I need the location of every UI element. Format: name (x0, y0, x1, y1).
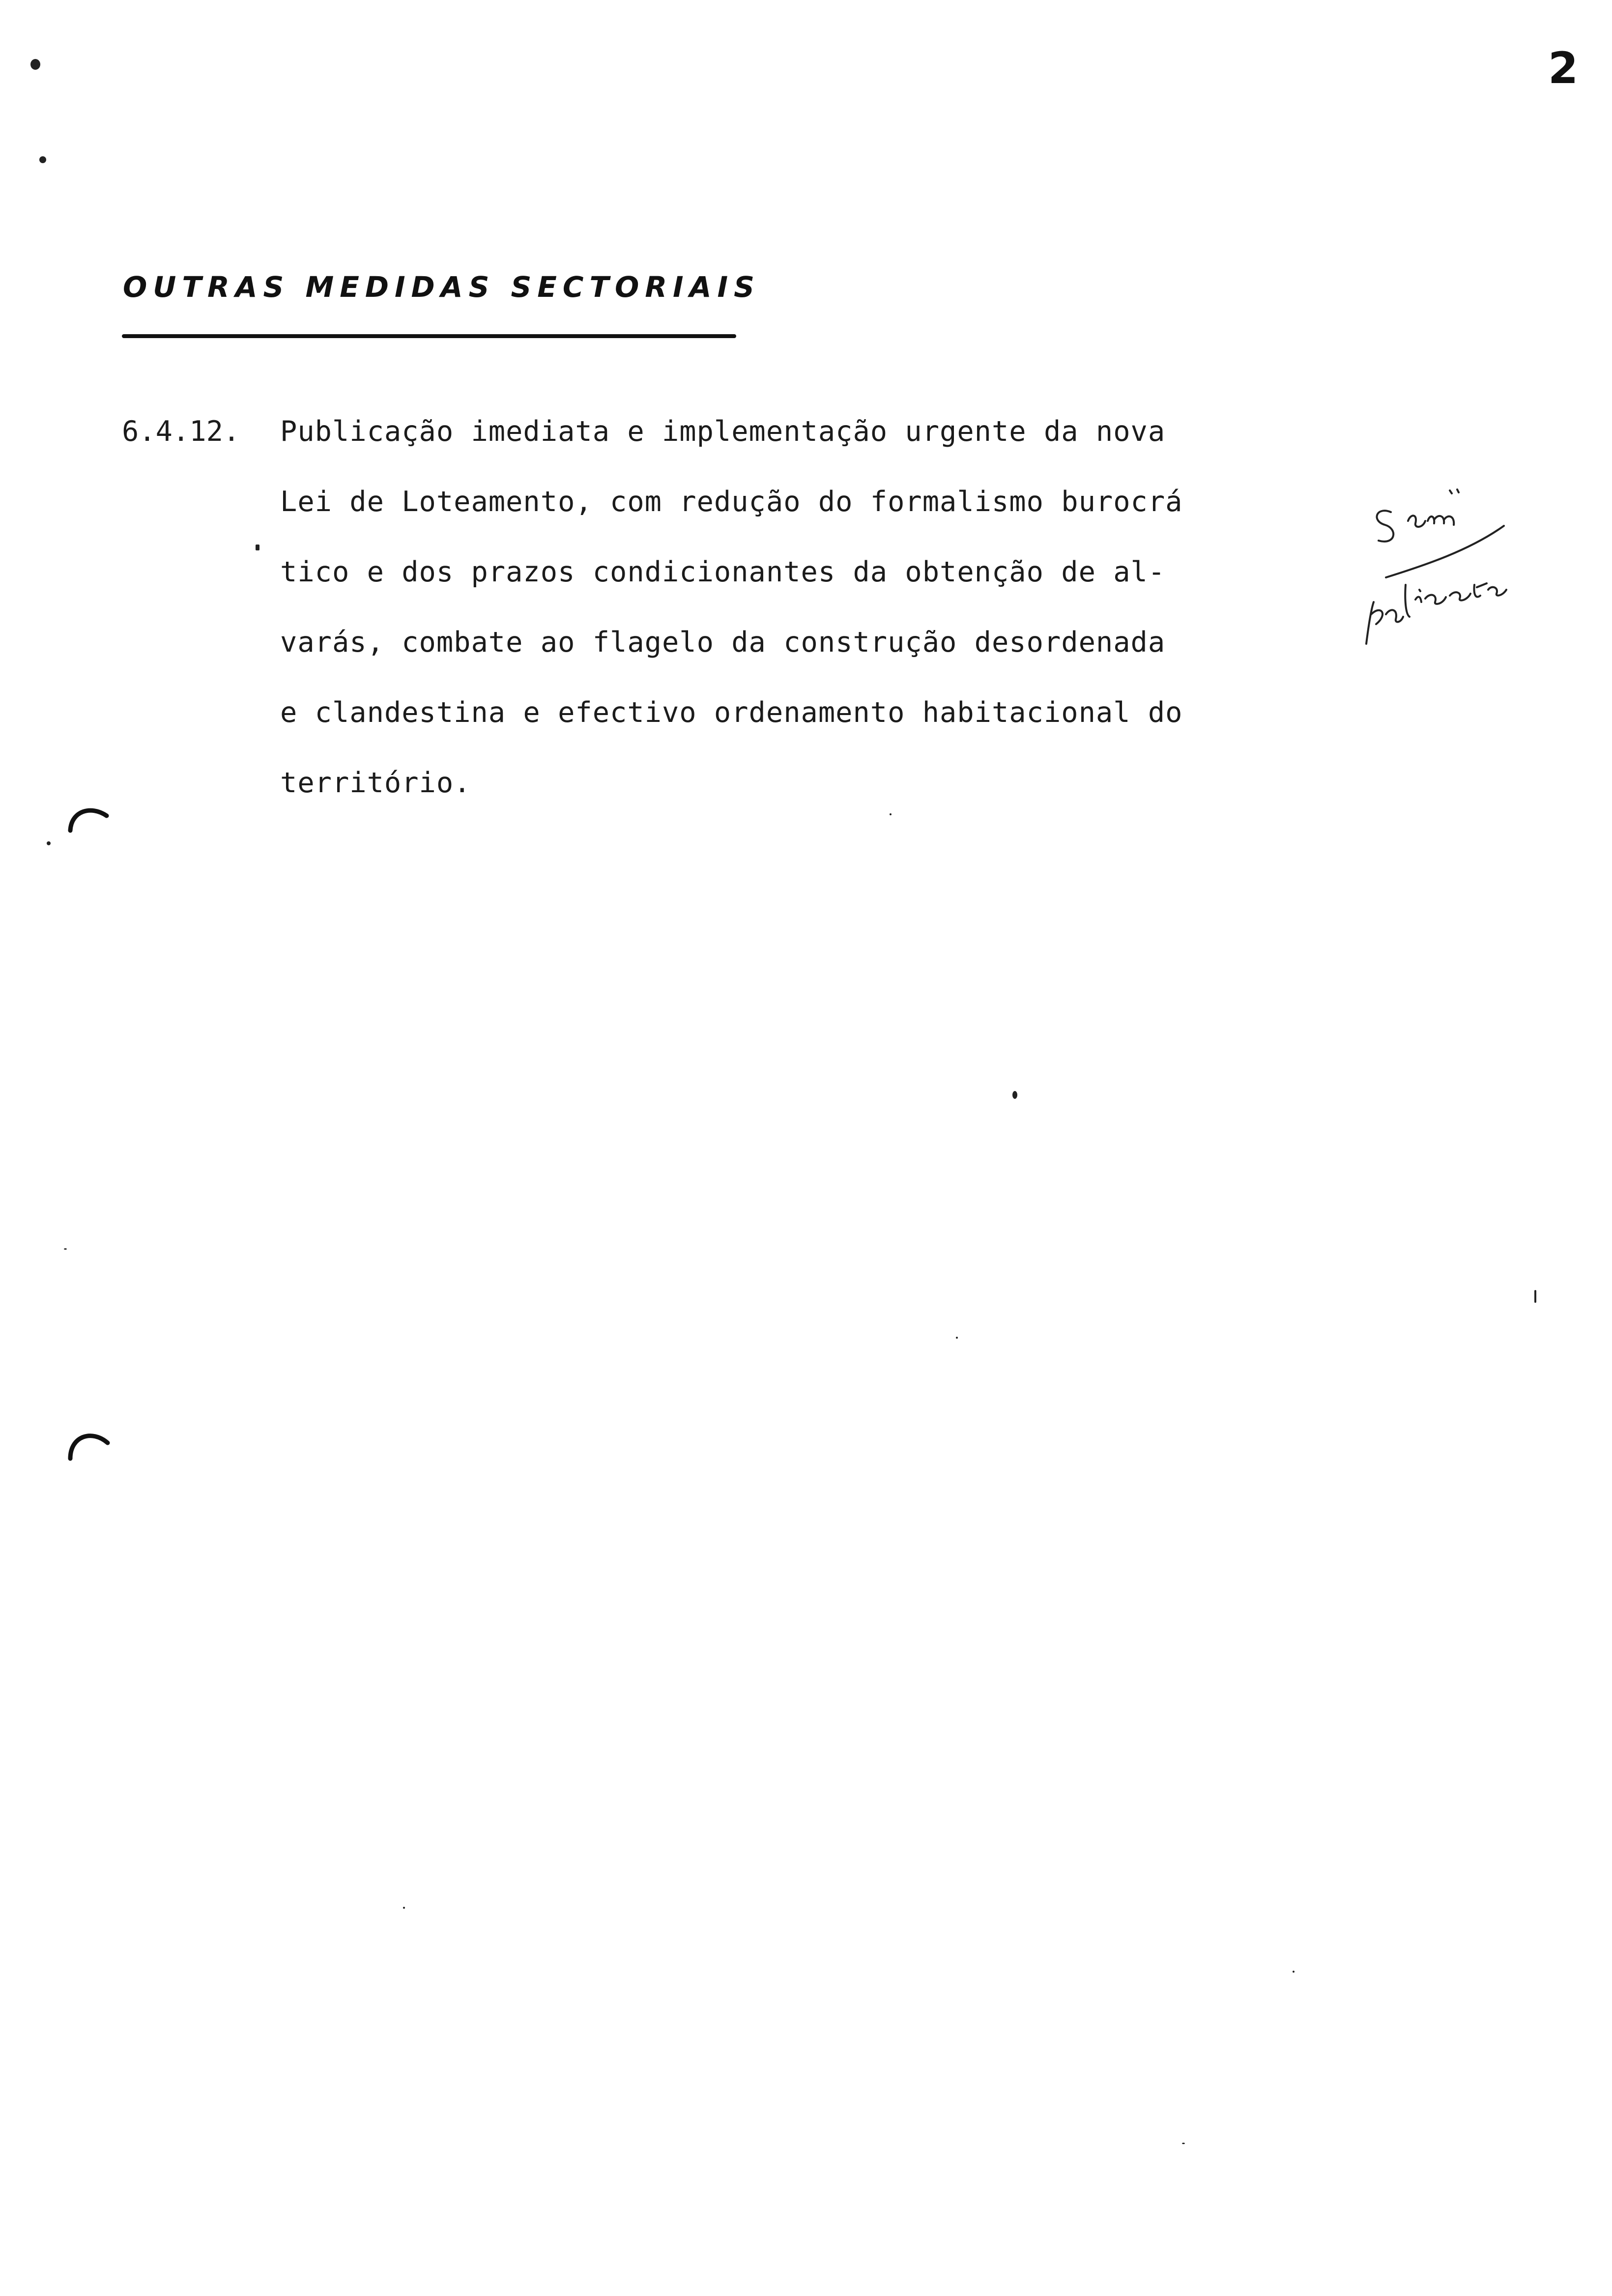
item-paragraph (280, 415, 1317, 839)
page-number: 2 (1548, 43, 1579, 93)
paragraph-line: Publicação imediata e implementação urgente da nova (280, 415, 1166, 448)
scan-speck (64, 1248, 67, 1250)
scan-speck (1293, 1971, 1295, 1973)
item-number: 6.4.12. (122, 415, 240, 448)
scan-speck (956, 1337, 958, 1339)
paragraph-line: e clandestina e efectivo ordenamento habitacional do (280, 696, 1183, 729)
scan-speck (256, 545, 259, 550)
scan-arc-mark (66, 1425, 111, 1462)
handwritten-margin-note (1356, 467, 1533, 673)
scan-speck (403, 1907, 405, 1909)
scan-speck (1012, 1091, 1017, 1099)
paragraph-line: Lei de Loteamento, com redução do formalismo burocrá (280, 486, 1183, 518)
paragraph-line: tico e dos prazos condicionantes da obtenção de al- (280, 556, 1166, 588)
heading-underline (122, 334, 736, 338)
paragraph-line: território. (280, 767, 471, 799)
scan-arc-mark (66, 801, 111, 835)
scan-speck (47, 841, 51, 845)
scan-speck (1534, 1290, 1536, 1303)
paragraph-line: varás, combate ao flagelo da construção desordenada (280, 626, 1166, 659)
scan-speck (1182, 2143, 1185, 2144)
section-heading: OUTRAS MEDIDAS SECTORIAIS (123, 270, 760, 304)
scan-speck (30, 59, 40, 70)
scan-speck (890, 813, 892, 815)
scan-speck (39, 156, 46, 163)
